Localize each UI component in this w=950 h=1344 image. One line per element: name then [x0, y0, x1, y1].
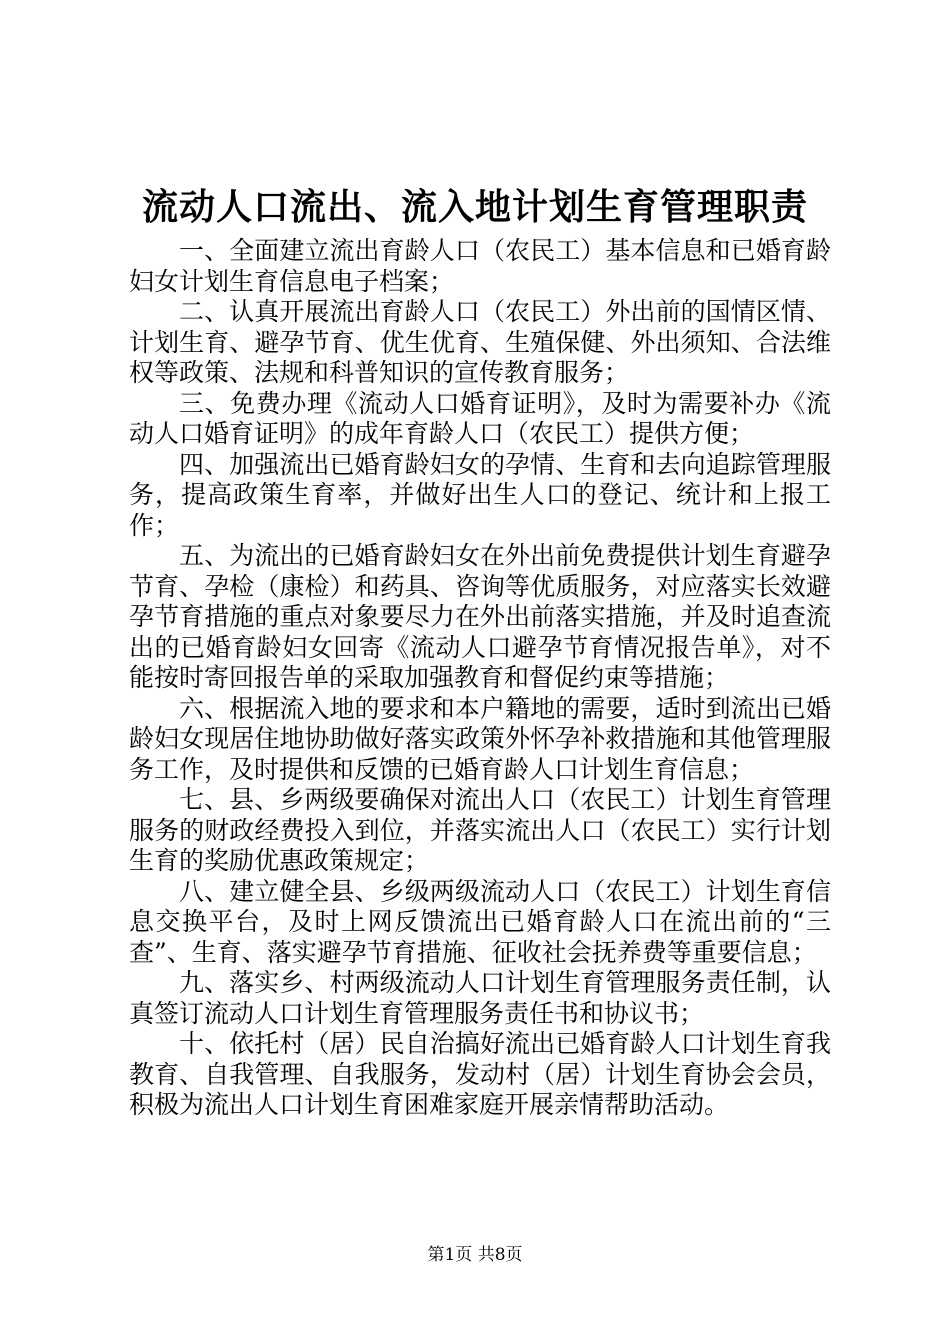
paragraph-6: 六、根据流入地的要求和本户籍地的需要，适时到流出已婚龄妇女现居住地协助做好落实政策外怀孕补救措施和其他管理服务工作，及时提供和反馈的已婚育龄人口计划生育信息；: [129, 693, 831, 784]
paragraph-8: 八、建立健全县、乡级两级流动人口（农民工）计划生育信息交换平台，及时上网反馈流出已婚育龄人口在流出前的“三查”、生育、落实避孕节育措施、征收社会抚养费等重要信息；: [129, 876, 831, 967]
paragraph-1: 一、全面建立流出育龄人口（农民工）基本信息和已婚育龄妇女计划生育信息电子档案；: [129, 236, 831, 296]
paragraph-7: 七、县、乡两级要确保对流出人口（农民工）计划生育管理服务的财政经费投入到位，并落实流出人口（农民工）实行计划生育的奖励优惠政策规定；: [129, 785, 831, 875]
paragraph-4: 四、加强流出已婚育龄妇女的孕情、生育和去向追踪管理服务，提高政策生育率，并做好出生人口的登记、统计和上报工作；: [129, 449, 831, 540]
document-title: 流动人口流出、流入地计划生育管理职责: [141, 187, 808, 228]
page-footer: 第1页 共8页: [427, 1245, 523, 1265]
paragraph-10: 十、依托村（居）民自治搞好流出已婚育龄人口计划生育我教育、自我管理、自我服务，发动村（居）计划生育协会会员，积极为流出人口计划生育困难家庭开展亲情帮助活动。: [129, 1029, 831, 1119]
document-body: [129, 236, 831, 1121]
paragraph-9: 九、落实乡、村两级流动人口计划生育管理服务责任制，认真签订流动人口计划生育管理服务责任书和协议书；: [129, 968, 831, 1028]
paragraph-3: 三、免费办理《流动人口婚育证明》，及时为需要补办《流动人口婚育证明》的成年育龄人口（农民工）提供方便；: [129, 388, 831, 448]
paragraph-2: 二、认真开展流出育龄人口（农民工）外出前的国情区情、计划生育、避孕节育、优生优育、生殖保健、外出须知、合法维权等政策、法规和科普知识的宣传教育服务；: [129, 297, 831, 387]
paragraph-5: 五、为流出的已婚育龄妇女在外出前免费提供计划生育避孕节育、孕检（康检）和药具、咨询等优质服务，对应落实长效避孕节育措施的重点对象要尽力在外出前落实措施，并及时追查流出的已婚育龄妇女回寄《流动人口避孕节育情况报告单》，对不能按时寄回报告单的采取加强教育和督促约束等措施；: [129, 541, 831, 692]
